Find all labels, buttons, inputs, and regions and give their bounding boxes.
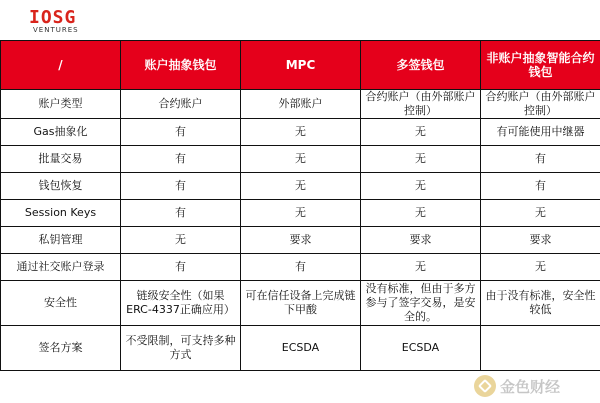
table-cell: 无	[481, 254, 600, 281]
table-cell: 无	[241, 173, 361, 200]
table-cell: 要求	[481, 227, 600, 254]
table-row	[1, 90, 600, 119]
logo-brand: IOSG	[29, 7, 77, 28]
table-cell: 没有标准，但由于多方参与了签字交易，是安全的。	[361, 281, 481, 326]
row-label: 批量交易	[1, 146, 121, 173]
table-cell: 无	[361, 173, 481, 200]
table-cell	[481, 326, 600, 371]
table-cell: 无	[361, 119, 481, 146]
table-cell: 有	[121, 119, 241, 146]
row-label: 钱包恢复	[1, 173, 121, 200]
table-cell: 有可能使用中继器	[481, 119, 600, 146]
header-cell: /	[1, 41, 121, 90]
table-cell: 无	[361, 200, 481, 227]
watermark	[474, 373, 592, 399]
table-cell: 无	[241, 119, 361, 146]
table-header-row	[1, 41, 600, 90]
header-cell: 账户抽象钱包	[121, 41, 241, 90]
logo	[0, 0, 120, 40]
row-label: 账户类型	[1, 90, 121, 119]
table-cell: 无	[361, 146, 481, 173]
table-cell: ECSDA	[241, 326, 361, 371]
table-cell: 由于没有标准，安全性较低	[481, 281, 600, 326]
row-label: 私钥管理	[1, 227, 121, 254]
header-cell: 非账户抽象智能合约钱包	[481, 41, 600, 90]
table-cell: 合约账户（由外部账户控制）	[361, 90, 481, 119]
table-cell: 可在信任设备上完成链下甲酸	[241, 281, 361, 326]
table-cell: 无	[481, 200, 600, 227]
row-label: 通过社交账户登录	[1, 254, 121, 281]
logo-subtitle: VENTURES	[33, 26, 79, 34]
table-cell: 外部账户	[241, 90, 361, 119]
table-cell: 有	[241, 254, 361, 281]
table-cell: 无	[361, 254, 481, 281]
comparison-table	[0, 40, 600, 371]
table-cell: 无	[241, 146, 361, 173]
table-cell: 合约账户（由外部账户控制）	[481, 90, 600, 119]
table-cell: 有	[121, 173, 241, 200]
table-row	[1, 326, 600, 371]
table-cell: 合约账户	[121, 90, 241, 119]
header-cell: 多签钱包	[361, 41, 481, 90]
table-cell: 无	[121, 227, 241, 254]
coin-icon	[474, 375, 496, 397]
header-cell: MPC	[241, 41, 361, 90]
table-cell: 要求	[361, 227, 481, 254]
row-label: Session Keys	[1, 200, 121, 227]
table-cell: 有	[121, 146, 241, 173]
table-cell: 有	[481, 146, 600, 173]
table-row	[1, 146, 600, 173]
table-row	[1, 254, 600, 281]
table-row	[1, 227, 600, 254]
table-cell: 链级安全性（如果ERC-4337正确应用）	[121, 281, 241, 326]
table-row	[1, 281, 600, 326]
table-cell: 无	[241, 200, 361, 227]
watermark-text: 金色财经	[500, 377, 561, 396]
table-cell: ECSDA	[361, 326, 481, 371]
table-cell: 不受限制，可支持多种方式	[121, 326, 241, 371]
table-cell: 有	[121, 200, 241, 227]
table-row	[1, 119, 600, 146]
table-cell: 要求	[241, 227, 361, 254]
row-label: 签名方案	[1, 326, 121, 371]
row-label: Gas抽象化	[1, 119, 121, 146]
table-cell: 有	[121, 254, 241, 281]
row-label: 安全性	[1, 281, 121, 326]
table-row	[1, 173, 600, 200]
table-cell: 有	[481, 173, 600, 200]
table-row	[1, 200, 600, 227]
